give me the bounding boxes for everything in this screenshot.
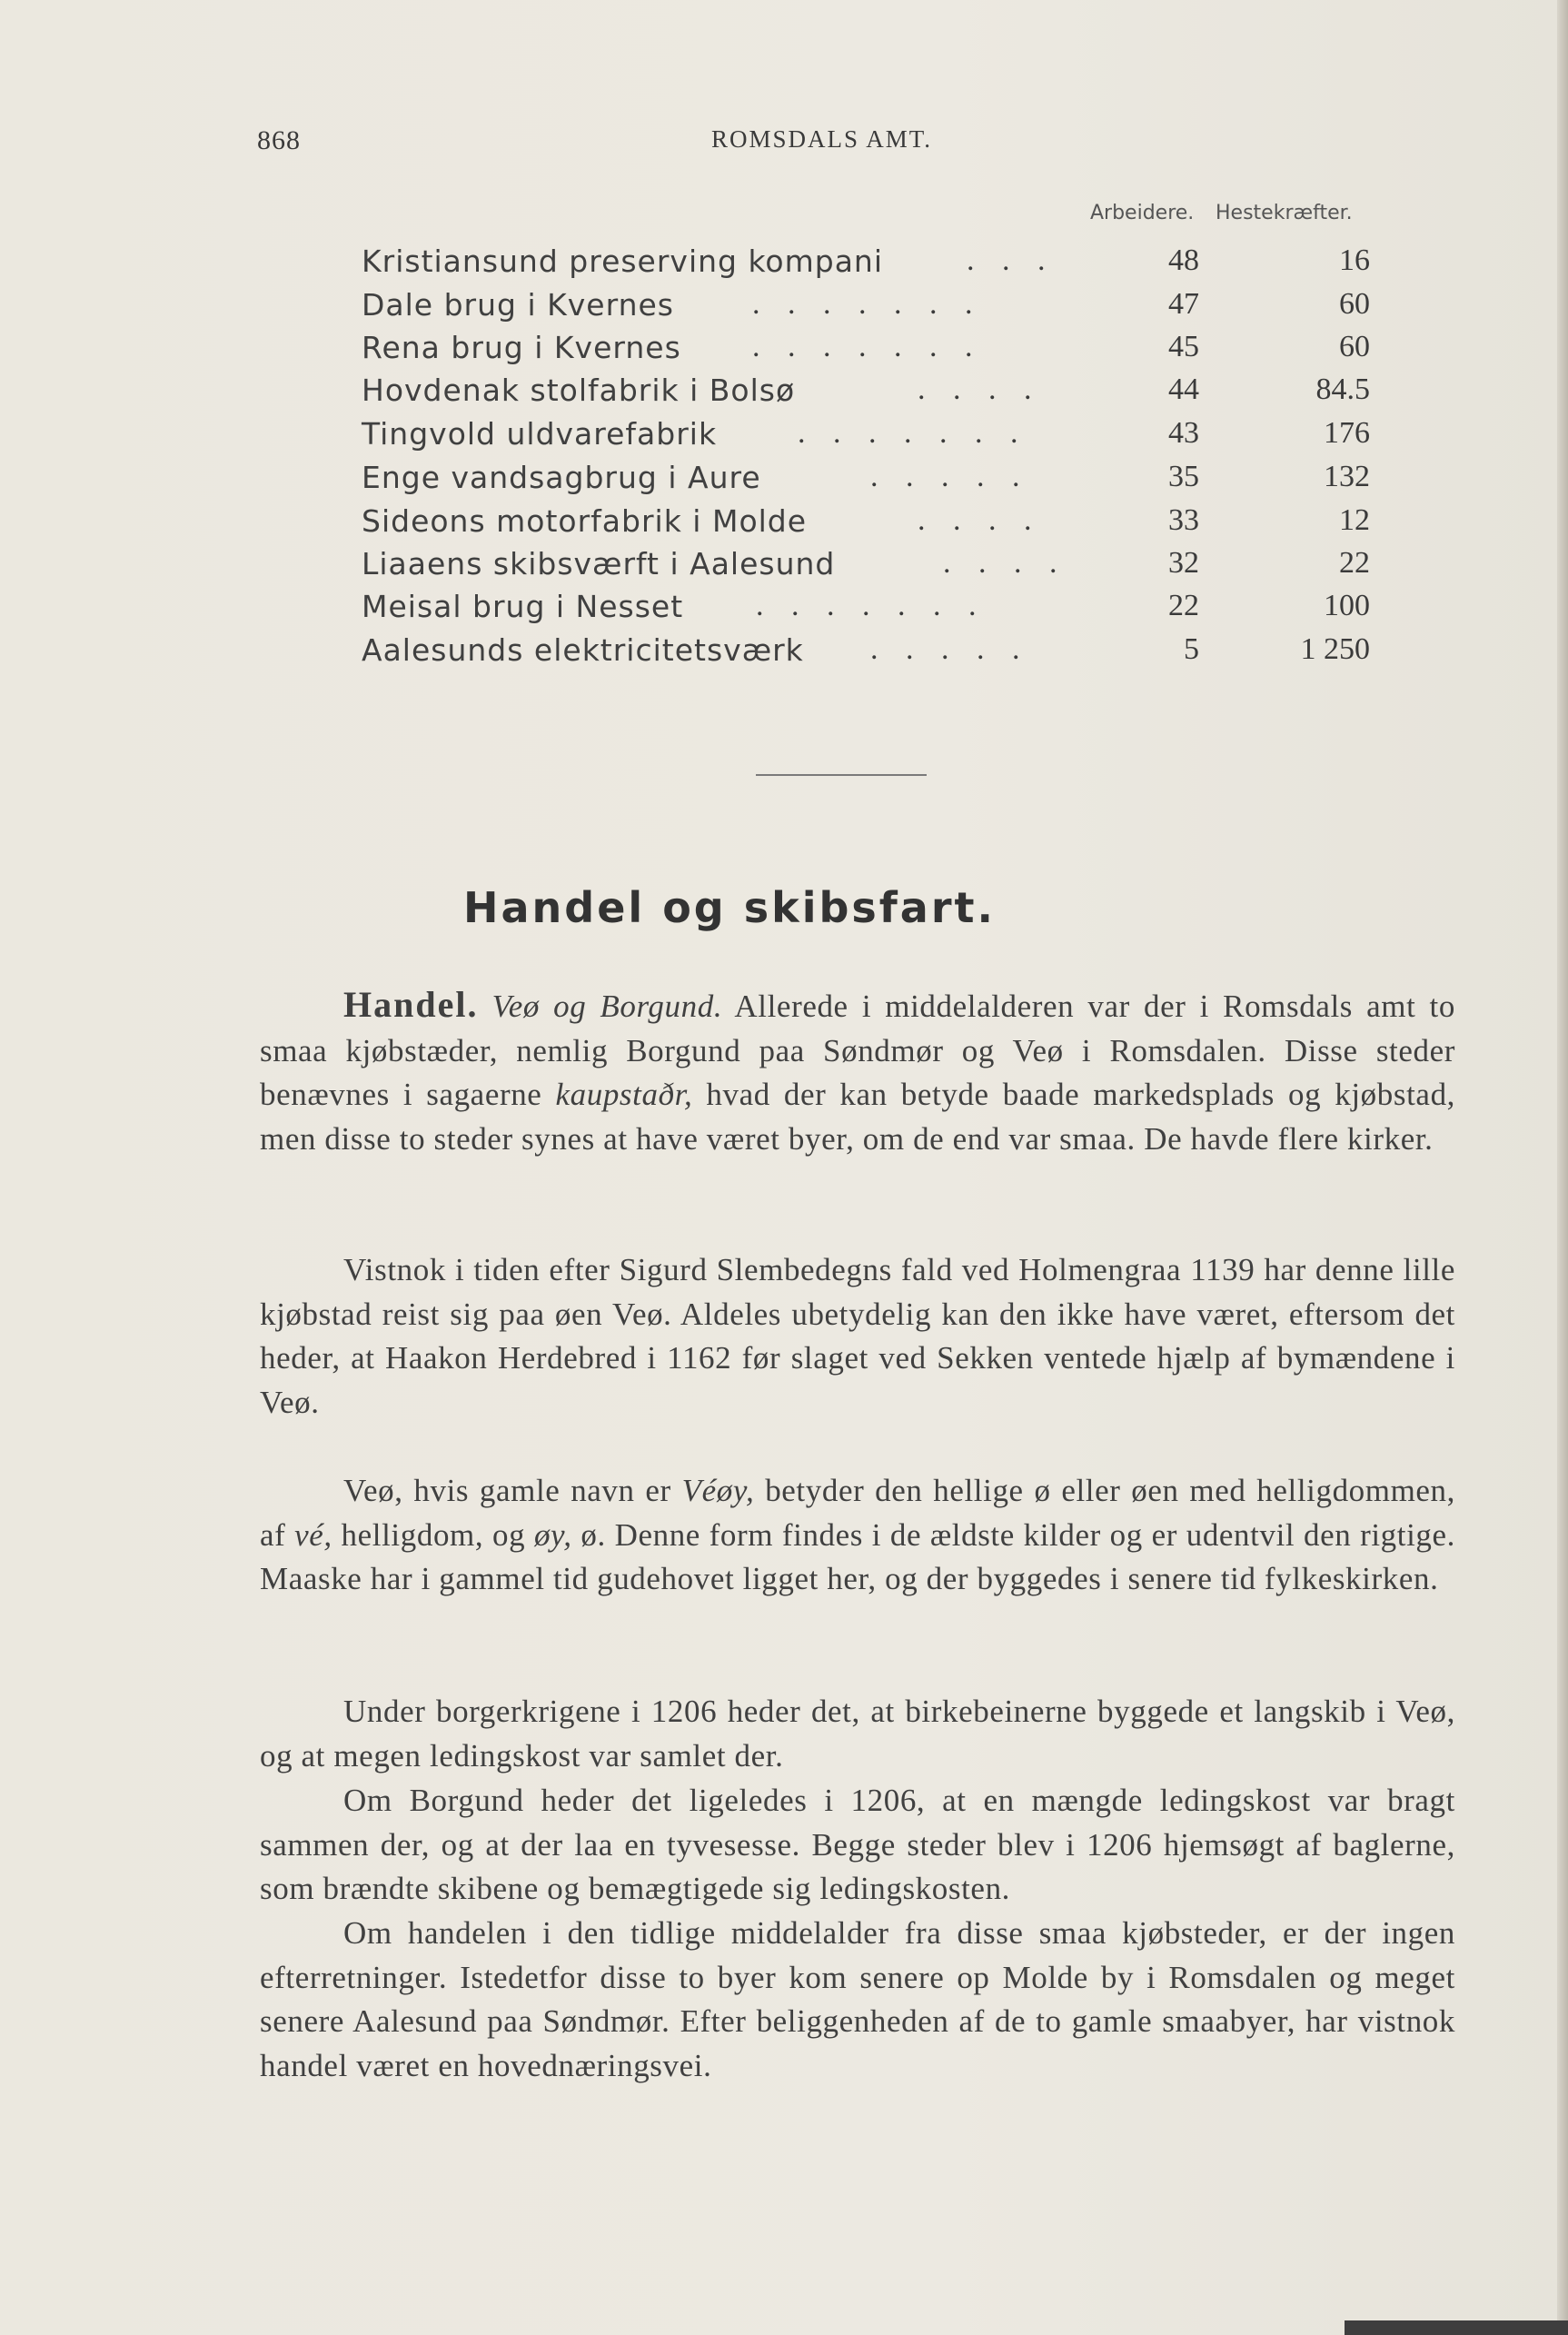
section-divider [756, 774, 927, 776]
paragraph-text: Veø, hvis gamle navn er [343, 1473, 671, 1508]
workers-value: 45 [1168, 330, 1199, 363]
horsepower-value: 176 [1324, 416, 1370, 450]
paragraph-text: hvad der kan betyde baade markedsplads og kjøbstad, men disse to steder synes at have været byer, om de end var smaa. De havde flere kirker. [260, 1077, 1456, 1157]
table-row [362, 287, 1388, 329]
paragraph-text: ø. Denne form findes i de ældste kilder og er udentvil den rigtige. Maaske har i gammel tid gudehovet ligget her, og der byggedes i senere tid fylkeskirken. [260, 1516, 1455, 1597]
table-row [362, 632, 1388, 674]
page-number: 868 [257, 125, 301, 155]
horsepower-value: 132 [1324, 460, 1370, 493]
horsepower-value: 60 [1339, 330, 1370, 363]
paragraph-lead: Handel. [343, 984, 479, 1025]
factory-name: Tingvold uldvarefabrik [362, 416, 718, 452]
workers-value: 33 [1168, 503, 1199, 537]
paragraph-text: Vistnok i tiden efter Sigurd Slembedegns fald ved Holmengraa 1139 har denne lille kjøbstad reist sig paa øen Veø. Aldeles ubetydelig kan den ikke have været, eftersom det heder, at Haakon Herdebred i 1162 før slaget ved Sekken ventede hjælp af bymændene i Veø. [260, 1252, 1455, 1420]
workers-value: 5 [1184, 632, 1199, 666]
factory-name: Liaaens skibsværft i Aalesund [362, 546, 836, 581]
leader-dots: . . . . [918, 373, 1042, 406]
table-row [362, 546, 1388, 588]
paragraph-text: Om handelen i den tidlige middelalder fra disse smaa kjøbsteder, er der ingen efterretninger. Istedetfor disse to byer kom senere op Molde by i Romsdalen og meget senere Aalesund paa Søndmør. Efter beliggenheden af de to gamle smaabyer, har vistnok handel været en hovednæringsvei. [260, 1915, 1455, 2083]
paragraph [260, 1779, 1455, 1912]
paragraph [260, 1912, 1455, 2088]
horsepower-value: 12 [1339, 503, 1370, 537]
italic-term: øy, [533, 1516, 572, 1553]
col-header-horsepower: Hestekræfter. [1216, 202, 1353, 224]
leader-dots: . . . . . . . [756, 589, 987, 622]
workers-value: 44 [1168, 373, 1199, 406]
horsepower-value: 84.5 [1315, 373, 1370, 406]
table-row [362, 243, 1388, 285]
table-row [362, 460, 1388, 502]
horsepower-value: 1 250 [1300, 632, 1370, 666]
leader-dots: . . . . . . . [798, 416, 1028, 450]
leader-dots: . . . . . . . [752, 330, 983, 363]
horsepower-value: 22 [1339, 546, 1370, 580]
page-edge [1557, 0, 1568, 2335]
horsepower-value: 16 [1339, 243, 1370, 277]
leader-dots: . . . . . [870, 460, 1030, 493]
paragraph-text: betyder den hellige ø eller øen med helligdommen, af [260, 1473, 1456, 1553]
running-header [257, 125, 1356, 162]
factory-name: Rena brug i Kvernes [362, 330, 681, 365]
paragraph [260, 1248, 1455, 1425]
paragraph-text: Om Borgund heder det ligeledes i 1206, at en mængde ledingskost var bragt sammen der, og at der laa en tyvesesse. Begge steder blev i 1206 hjemsøgt af baglerne, som brændte skibene og bemægtigede sig ledingskosten. [260, 1783, 1455, 1907]
factory-name: Aalesunds elektricitetsværk [362, 632, 804, 668]
table-row [362, 330, 1388, 372]
factory-name: Hovdenak stolfabrik i Bolsø [362, 373, 796, 408]
paragraph [260, 1469, 1455, 1602]
paragraph-text: helligdom, og [341, 1516, 526, 1553]
table-row [362, 503, 1388, 545]
leader-dots: . . . . . . . [752, 287, 983, 321]
workers-value: 48 [1168, 243, 1199, 277]
section-heading [0, 883, 1568, 932]
factory-name: Meisal brug i Nesset [362, 589, 684, 624]
table-row [362, 373, 1388, 414]
section-title: Handel og skibsfart. [463, 883, 996, 932]
horsepower-value: 60 [1339, 287, 1370, 321]
italic-term: Véøy, [681, 1473, 755, 1508]
italic-subheading: Veø og Borgund. [491, 989, 723, 1024]
workers-value: 32 [1168, 546, 1199, 580]
factory-name: Sideons motorfabrik i Molde [362, 503, 808, 539]
factory-name: Enge vandsagbrug i Aure [362, 460, 761, 495]
horsepower-value: 100 [1324, 589, 1370, 622]
workers-value: 47 [1168, 287, 1199, 321]
leader-dots: . . . [967, 243, 1056, 277]
col-header-workers: Arbeidere. [1090, 202, 1195, 224]
italic-term: kaupstaðr, [555, 1077, 693, 1113]
paragraph [260, 983, 1455, 1161]
running-title: ROMSDALS AMT. [711, 125, 933, 153]
paragraph-text: Under borgerkrigene i 1206 heder det, at birkebeinerne byggede et langskib i Veø, og at megen ledingskost var samlet der. [260, 1694, 1455, 1774]
leader-dots: . . . . . [870, 632, 1030, 666]
workers-value: 22 [1168, 589, 1199, 622]
workers-value: 35 [1168, 460, 1199, 493]
leader-dots: . . . . [918, 503, 1042, 537]
factory-name: Dale brug i Kvernes [362, 287, 674, 323]
paragraph-text: Allerede i middelalderen var der i Romsdals amt to smaa kjøbstæder, nemlig Borgund paa Søndmør og Veø i Romsdalen. Disse steder benævnes i sagaerne [260, 989, 1455, 1113]
table-row [362, 589, 1388, 631]
paragraph [260, 1690, 1455, 1778]
page-corner-shadow [1345, 2320, 1568, 2335]
factory-name: Kristiansund preserving kompani [362, 243, 884, 279]
leader-dots: . . . . [943, 546, 1067, 580]
italic-term: vé, [294, 1516, 332, 1553]
table-row [362, 416, 1388, 458]
workers-value: 43 [1168, 416, 1199, 450]
